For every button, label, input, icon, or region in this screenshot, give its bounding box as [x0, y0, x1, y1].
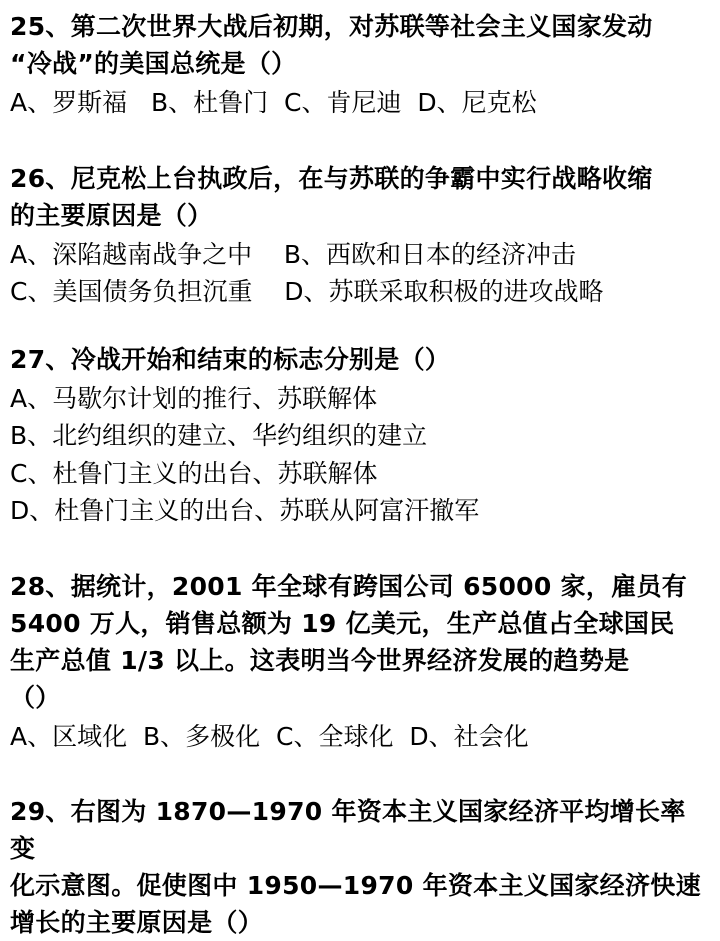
- question-28-stem-line-1: 28、据统计，2001 年全球有跨国公司 65000 家，雇员有: [10, 571, 688, 601]
- question-28-stem-line-2: 5400 万人，销售总额为 19 亿美元，生产总值占全球国民: [10, 608, 675, 638]
- question-27-option-line-1: A、马歇尔计划的推行、苏联解体: [10, 383, 378, 413]
- question-29-stem-line-2: 化示意图。促使图中 1950—1970 年资本主义国家经济快速: [10, 871, 701, 900]
- spacer: [10, 540, 706, 568]
- question-26-stem: [10, 160, 706, 234]
- question-25-stem-line-1: 25、第二次世界大战后初期，对苏联等社会主义国家发动: [10, 12, 653, 41]
- spacer: [10, 765, 706, 793]
- question-29-stem: [10, 793, 706, 941]
- question-26-options: [10, 236, 706, 311]
- question-28-option-line-1: A、区域化 B、多极化 C、全球化 D、社会化: [10, 721, 529, 751]
- question-27-options: [10, 380, 706, 530]
- question-28: [10, 568, 706, 756]
- question-27: [10, 341, 706, 530]
- question-28-stem-line-4: （）: [10, 682, 61, 712]
- question-26-stem-line-1: 26、尼克松上台执政后，在与苏联的争霸中实行战略收缩: [10, 163, 653, 193]
- question-26-stem-line-2: 的主要原因是（）: [10, 200, 213, 230]
- question-27-option-line-4: D、杜鲁门主义的出台、苏联从阿富汗撤军: [10, 496, 480, 525]
- question-29-stem-line-3: 增长的主要原因是（）: [10, 908, 264, 937]
- question-29: [10, 793, 706, 941]
- question-25-options: [10, 84, 706, 122]
- question-29-stem-line-1: 29、右图为 1870—1970 年资本主义国家经济平均增长率变: [10, 797, 686, 863]
- spacer: [10, 132, 706, 160]
- question-27-stem-line-1: 27、冷战开始和结束的标志分别是（）: [10, 344, 451, 374]
- question-26-option-line-2: C、美国债务负担沉重 D、苏联采取积极的进攻战略: [10, 277, 604, 306]
- spacer: [10, 321, 706, 341]
- question-26: [10, 160, 706, 311]
- question-27-option-line-3: C、杜鲁门主义的出台、苏联解体: [10, 458, 378, 488]
- question-25-option-line-1: A、罗斯福 B、杜鲁门 C、肯尼迪 D、尼克松: [10, 88, 537, 117]
- question-27-stem: [10, 341, 706, 378]
- question-25-stem: [10, 8, 706, 82]
- question-28-options: [10, 718, 706, 756]
- question-27-option-line-2: B、北约组织的建立、华约组织的建立: [10, 421, 428, 450]
- question-28-stem: [10, 568, 706, 716]
- question-28-stem-line-3: 生产总值 1/3 以上。这表明当今世界经济发展的趋势是: [10, 645, 630, 675]
- question-25: [10, 8, 706, 122]
- question-26-option-line-1: A、深陷越南战争之中 B、西欧和日本的经济冲击: [10, 239, 577, 269]
- question-25-stem-line-2: “冷战”的美国总统是（）: [10, 49, 297, 78]
